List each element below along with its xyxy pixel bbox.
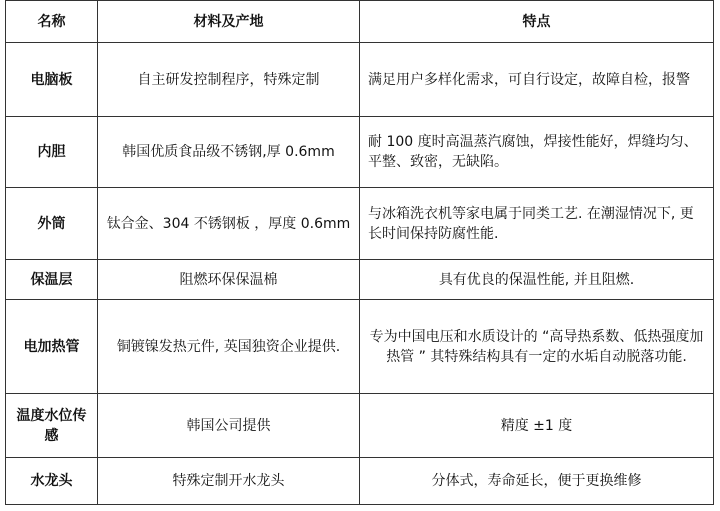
row-name: 电脑板 — [6, 43, 98, 117]
row-material: 自主研发控制程序，特殊定制 — [98, 43, 360, 117]
row-material: 特殊定制开水龙头 — [98, 458, 360, 505]
table-row — [6, 394, 714, 458]
row-name: 水龙头 — [6, 458, 98, 505]
row-feature: 分体式，寿命延长，便于更换维修 — [360, 458, 714, 505]
row-name: 温度水位传感 — [6, 394, 98, 458]
row-feature: 专为中国电压和水质设计的 “高导热系数、低热强度加热管 ” 其特殊结构具有一定的水垢自动脱落功能. — [360, 300, 714, 394]
row-name: 电加热管 — [6, 300, 98, 394]
table-row — [6, 43, 714, 117]
row-material: 韩国优质食品级不锈钢,厚 0.6mm — [98, 117, 360, 188]
row-material: 阻燃环保保温棉 — [98, 260, 360, 300]
header-name: 名称 — [6, 1, 98, 43]
row-feature: 精度 ±1 度 — [360, 394, 714, 458]
row-material: 钛合金、304 不锈钢板 ，厚度 0.6mm — [98, 188, 360, 260]
row-feature: 具有优良的保温性能, 并且阻燃. — [360, 260, 714, 300]
table-row — [6, 260, 714, 300]
header-material: 材料及产地 — [98, 1, 360, 43]
header-feature: 特点 — [360, 1, 714, 43]
table-row — [6, 458, 714, 505]
row-name: 外筒 — [6, 188, 98, 260]
table-row — [6, 188, 714, 260]
row-material: 铜镀镍发热元件, 英国独资企业提供. — [98, 300, 360, 394]
row-name: 内胆 — [6, 117, 98, 188]
header-row — [6, 1, 714, 43]
table-row — [6, 300, 714, 394]
table-row — [6, 117, 714, 188]
row-name: 保温层 — [6, 260, 98, 300]
row-feature: 耐 100 度时高温蒸汽腐蚀，焊接性能好，焊缝均匀、平整、致密，无缺陷。 — [360, 117, 714, 188]
row-material: 韩国公司提供 — [98, 394, 360, 458]
row-feature: 与冰箱洗衣机等家电属于同类工艺. 在潮湿情况下, 更长时间保持防腐性能. — [360, 188, 714, 260]
spec-table — [5, 0, 714, 505]
row-feature: 满足用户多样化需求，可自行设定，故障自检，报警 — [360, 43, 714, 117]
